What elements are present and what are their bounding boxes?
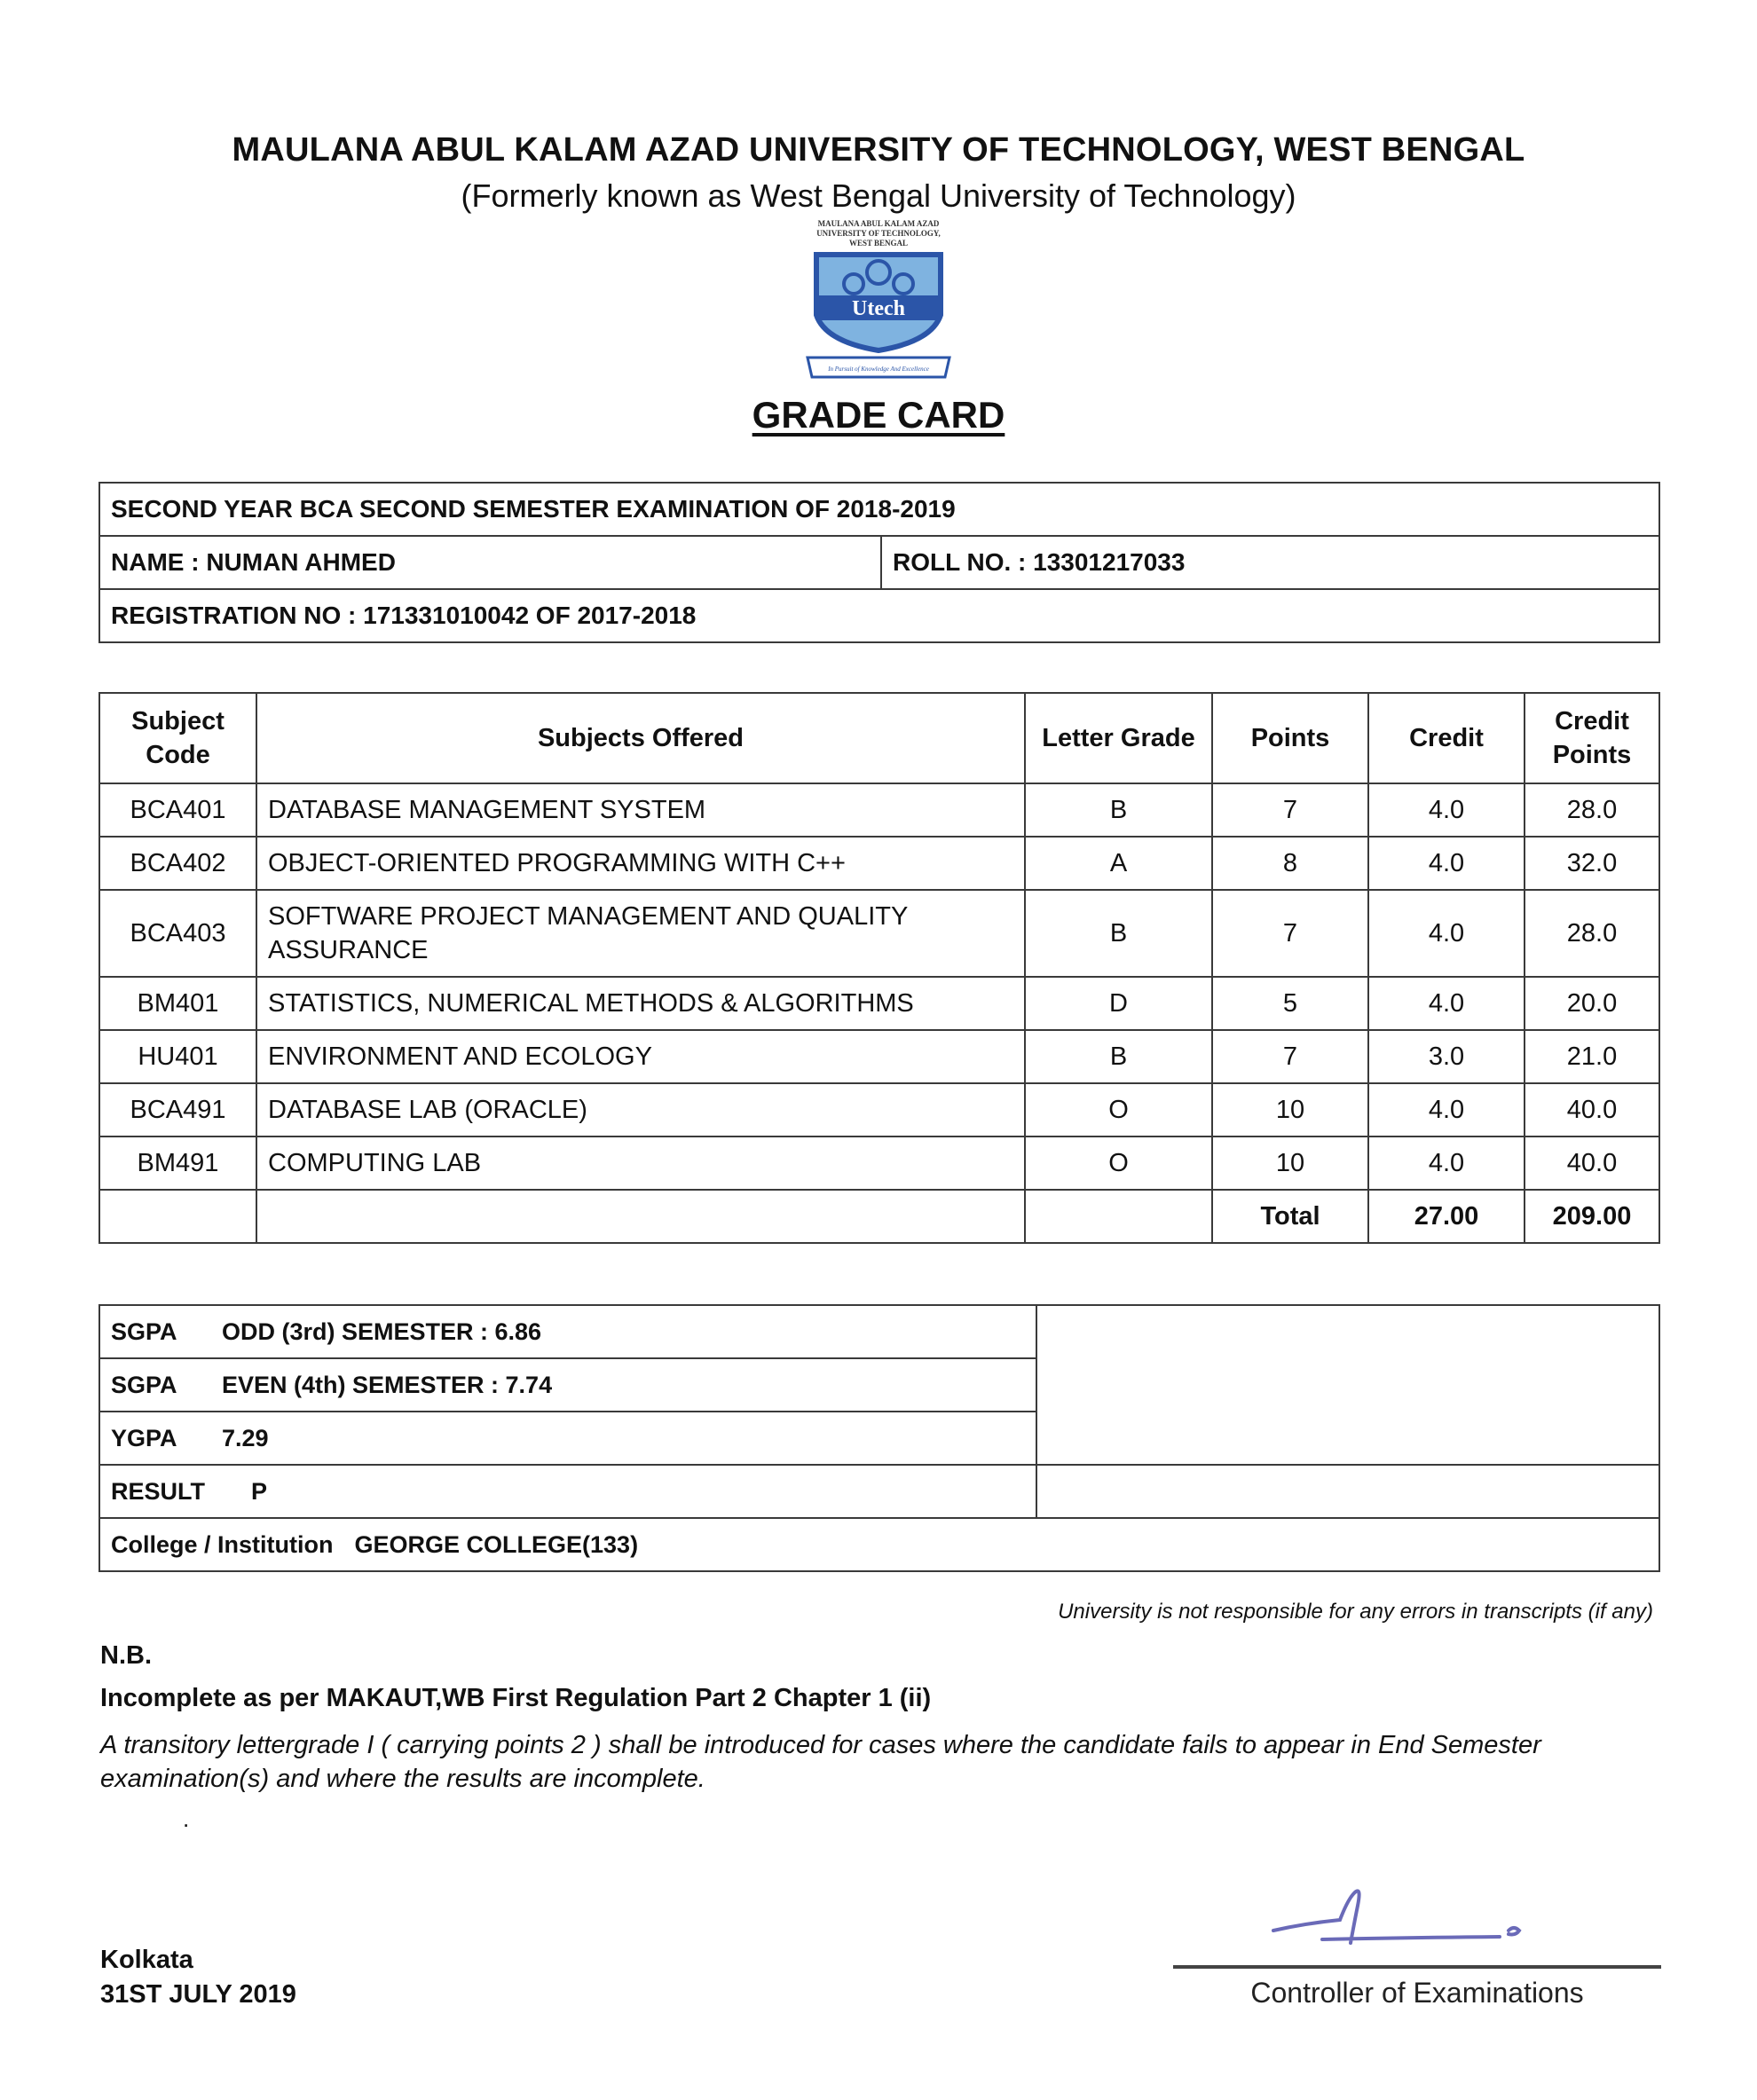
table-row: [99, 977, 1659, 1030]
credit: 4.0: [1368, 1137, 1525, 1190]
grade-card-title: [0, 394, 1757, 437]
issue-date: 31ST JULY 2019: [100, 1980, 296, 2009]
header-credit: Credit: [1368, 693, 1525, 783]
credit: 4.0: [1368, 783, 1525, 837]
letter-grade: O: [1025, 1137, 1212, 1190]
subject-code: BCA401: [99, 783, 256, 837]
university-name: MAULANA ABUL KALAM AZAD UNIVERSITY OF TECHNOLOGY, WEST BENGAL: [232, 131, 1525, 169]
total-label: Total: [1212, 1190, 1368, 1243]
sgpa-even-row: [99, 1358, 1036, 1412]
table-row: [99, 1137, 1659, 1190]
header-letter-grade: Letter Grade: [1025, 693, 1212, 783]
issue-place: Kolkata: [100, 1946, 193, 1974]
credit: 4.0: [1368, 837, 1525, 890]
result-row: [99, 1465, 1036, 1518]
letter-grade: O: [1025, 1083, 1212, 1137]
credit: 4.0: [1368, 890, 1525, 977]
disclaimer-text: University is not responsible for any errors in transcripts (if any): [1058, 1600, 1653, 1624]
subject-name: ENVIRONMENT AND ECOLOGY: [256, 1030, 1025, 1083]
registration-number: REGISTRATION NO : 171331010042 OF 2017-2018: [99, 589, 1659, 642]
points: 7: [1212, 783, 1368, 837]
points: 10: [1212, 1083, 1368, 1137]
letter-grade: B: [1025, 783, 1212, 837]
credit-points: 32.0: [1525, 837, 1659, 890]
subject-name: STATISTICS, NUMERICAL METHODS & ALGORITHMS: [256, 977, 1025, 1030]
letter-grade: D: [1025, 977, 1212, 1030]
letter-grade: B: [1025, 1030, 1212, 1083]
university-logo: [799, 217, 958, 381]
logo-text-line-1: MAULANA ABUL KALAM AZAD: [817, 219, 940, 228]
logo-text-line-3: WEST BENGAL: [848, 239, 909, 248]
subject-name: SOFTWARE PROJECT MANAGEMENT AND QUALITY ASSURANCE: [256, 890, 1025, 977]
table-row: [99, 890, 1659, 977]
subject-name: DATABASE LAB (ORACLE): [256, 1083, 1025, 1137]
header-subject-code: Subject Code: [99, 693, 256, 783]
empty-cell: [256, 1190, 1025, 1243]
stray-dot: .: [183, 1805, 190, 1832]
ygpa-label: YGPA: [111, 1424, 177, 1451]
letter-grade: A: [1025, 837, 1212, 890]
subject-name: COMPUTING LAB: [256, 1137, 1025, 1190]
ygpa-value: 7.29: [222, 1424, 269, 1451]
credit: 3.0: [1368, 1030, 1525, 1083]
subject-code: BCA402: [99, 837, 256, 890]
grade-card-title-text: GRADE CARD: [752, 394, 1005, 436]
nb-label: N.B.: [100, 1641, 152, 1670]
blank-box: [1036, 1305, 1659, 1465]
total-credit-points: 209.00: [1525, 1190, 1659, 1243]
logo-ribbon-text: In Pursuit of Knowledge And Excellence: [828, 366, 929, 373]
points: 10: [1212, 1137, 1368, 1190]
subject-name: OBJECT-ORIENTED PROGRAMMING WITH C++: [256, 837, 1025, 890]
credit: 4.0: [1368, 1083, 1525, 1137]
controller-label: Controller of Examinations: [1250, 1977, 1584, 2009]
logo-text-line-2: UNIVERSITY OF TECHNOLOGY,: [816, 229, 941, 238]
logo-shield-text: Utech: [852, 297, 905, 320]
signature-image: [1269, 1888, 1553, 1950]
points: 5: [1212, 977, 1368, 1030]
table-row: [99, 1083, 1659, 1137]
points: 7: [1212, 1030, 1368, 1083]
subject-name: DATABASE MANAGEMENT SYSTEM: [256, 783, 1025, 837]
subject-code: BM401: [99, 977, 256, 1030]
subject-code: BCA491: [99, 1083, 256, 1137]
points: 8: [1212, 837, 1368, 890]
university-former-name: (Formerly known as West Bengal University of Technology): [461, 177, 1296, 214]
credit-points: 28.0: [1525, 783, 1659, 837]
table-row: [99, 1030, 1659, 1083]
header-credit-points: Credit Points: [1525, 693, 1659, 783]
empty-cell: [99, 1190, 256, 1243]
ygpa-row: [99, 1412, 1036, 1465]
total-row: [99, 1190, 1659, 1243]
credit-points: 20.0: [1525, 977, 1659, 1030]
total-credit: 27.00: [1368, 1190, 1525, 1243]
credit: 4.0: [1368, 977, 1525, 1030]
note-title: Incomplete as per MAKAUT,WB First Regulation Part 2 Chapter 1 (ii): [100, 1684, 932, 1712]
blank-cell: [1036, 1465, 1659, 1518]
sgpa-label: SGPA: [111, 1317, 177, 1345]
result-value: P: [251, 1477, 268, 1505]
credit-points: 40.0: [1525, 1083, 1659, 1137]
credit-points: 21.0: [1525, 1030, 1659, 1083]
subject-code: BCA403: [99, 890, 256, 977]
table-row: [99, 837, 1659, 890]
credit-points: 28.0: [1525, 890, 1659, 977]
empty-cell: [1025, 1190, 1212, 1243]
header-subjects-offered: Subjects Offered: [256, 693, 1025, 783]
subject-code: BM491: [99, 1137, 256, 1190]
sgpa-odd-value: ODD (3rd) SEMESTER : 6.86: [222, 1317, 542, 1345]
exam-title: SECOND YEAR BCA SECOND SEMESTER EXAMINATION OF 2018-2019: [99, 483, 1659, 536]
subject-code: HU401: [99, 1030, 256, 1083]
college-value: GEORGE COLLEGE(133): [354, 1530, 639, 1558]
table-row: [99, 783, 1659, 837]
marks-header-row: [99, 693, 1659, 783]
result-label: RESULT: [111, 1477, 205, 1505]
student-name: NAME : NUMAN AHMED: [99, 536, 881, 589]
signature-line: [1173, 1965, 1661, 1969]
roll-number: ROLL NO. : 13301217033: [881, 536, 1659, 589]
points: 7: [1212, 890, 1368, 977]
sgpa-odd-row: [99, 1305, 1036, 1358]
sgpa-label: SGPA: [111, 1371, 177, 1398]
college-label: College / Institution: [111, 1530, 334, 1558]
credit-points: 40.0: [1525, 1137, 1659, 1190]
result-summary-table: [98, 1304, 1660, 1572]
marks-table: [98, 692, 1660, 1244]
sgpa-even-value: EVEN (4th) SEMESTER : 7.74: [222, 1371, 553, 1398]
note-text: A transitory lettergrade I ( carrying points 2 ) shall be introduced for cases where the candidate fails to appear in End Semester examination(s) and where the results are incomplete.: [100, 1731, 1541, 1793]
signature-stroke: [1273, 1891, 1519, 1943]
student-info-table: [98, 482, 1660, 643]
college-row: [99, 1518, 1659, 1571]
header-points: Points: [1212, 693, 1368, 783]
letter-grade: B: [1025, 890, 1212, 977]
